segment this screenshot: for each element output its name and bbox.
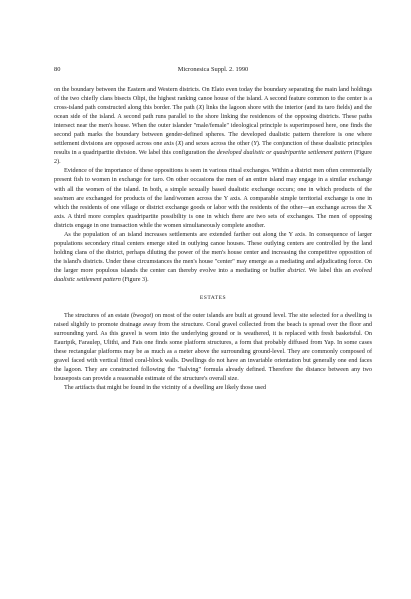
italic-text: X <box>177 141 182 148</box>
paragraph <box>54 384 372 393</box>
italic-text: evolved dualistic settlement pattern <box>54 267 372 283</box>
paragraph <box>54 86 372 167</box>
text-run: The structures of an estate ( <box>64 313 134 320</box>
body-text <box>54 86 372 394</box>
journal-citation: Micronesica Suppl. 2. 1990 <box>177 66 249 73</box>
section-estates <box>54 312 372 393</box>
page-number: 80 <box>54 66 61 73</box>
paragraph <box>54 312 372 384</box>
text-run: As the population of an island increases settlements are extended farther out along the Y axis. In consequence of larger populations secondary ritual centers emerge sited in outlying canoe houses. These outlying centers are controlled by the land holding clans of the district, perhaps diluting the power of the men's house center and increasing the competitive opposition of the island's districts. Under these circumstances the men's house "center" may emerge as a mediating and adjudicating force. On the larger more populous islands the center can thereby evolve into a mediating or buffer <box>54 231 372 274</box>
paragraph <box>54 167 372 230</box>
italic-text: X <box>198 105 203 112</box>
text-run: ) links the lagoon shore with the interior (and its taro fields) and the ocean side of the island. A second path runs parallel to the shore linking the residences of the opposing districts. These paths intersect near the men's house. When the outer islander "male/female" ideological principle is superimposed here, one finds the second path marks the boundary between gender-defined spheres. The developed dualistic pattern therefore is one where settlement divisions are opposed across one axis ( <box>54 105 372 148</box>
text-run: ) on most of the outer islands are built at ground level. The site selected for a dwelling is raised slightly to promote drainage away from the structure. Coral gravel collected from the beach is spread over the floor and surrounding yard. As this gravel is worn into the underlying ground or is weathered, it is replaced with fresh basketsful. On Eauripik, Faraulep, Ulithi, and Fais one finds some platform structures, a form that probably diffused from Yap. In some cases these rectangular platforms may be as much as a meter above the surrounding ground-level. They are commonly composed of gravel faced with vertical fitted coral-block walls. Dwellings do not have an invariable orientation but generally one end faces the lagoon. They are constructed following the "halving" formula already defined. Therefore the distance between any two houseposts can provide a reasonable estimate of the structure's overall size. <box>54 313 373 383</box>
text-run: (Figure 2). <box>54 150 372 166</box>
text-run: The artifacts that might be found in the vicinity of a dwelling are likely those used <box>64 385 267 392</box>
text-run: . We label this an <box>304 267 354 274</box>
paragraph <box>54 231 372 285</box>
text-run: ) and sexes across the other ( <box>181 141 254 148</box>
text-run: Evidence of the importance of these oppositions is seen in various ritual exchanges. Within a district men often ceremonially present fish to women in exchange for taro. On other occasions the men of an entire island may engage in a similar exchange with all the women of the island. In both, a simple sexually based dualistic exchange occurs; one in which products of the sea/men are exchanged for products of the land/women across the Y axis. A comparable simple territorial exchange is one in which the residents of one village or district exchange goods or labor with the residents of the other—an exchange across the X axis. A third more complex quadripartite possibility is one in which there are two sets of exchanges. The men of opposing districts engage in one transaction while the women simultaneously complete another. <box>54 168 372 229</box>
italic-text: developed dualistic or quadripartite settlement pattern <box>216 150 353 157</box>
running-header <box>54 66 372 76</box>
italic-text: district <box>287 267 305 274</box>
text-run: ). The conjunction of these dualistic principles results in a quadripartite division. We label this configuration the <box>54 141 372 157</box>
section-heading-estates: ESTATES <box>199 295 227 302</box>
section-settlement-patterns <box>54 86 372 285</box>
italic-text: Y <box>253 141 257 148</box>
italic-text: bwogot <box>133 313 152 320</box>
text-run: (Figure 3). <box>120 276 149 283</box>
text-run: on the boundary between the Eastern and Western districts. On Elato even today the boundary separating the main land holdings of the two chiefly clans bisects Olipi, the highest ranking canoe house of the island. A second feature common to the center is a cross-island path constructed along this border. The path ( <box>54 87 372 112</box>
